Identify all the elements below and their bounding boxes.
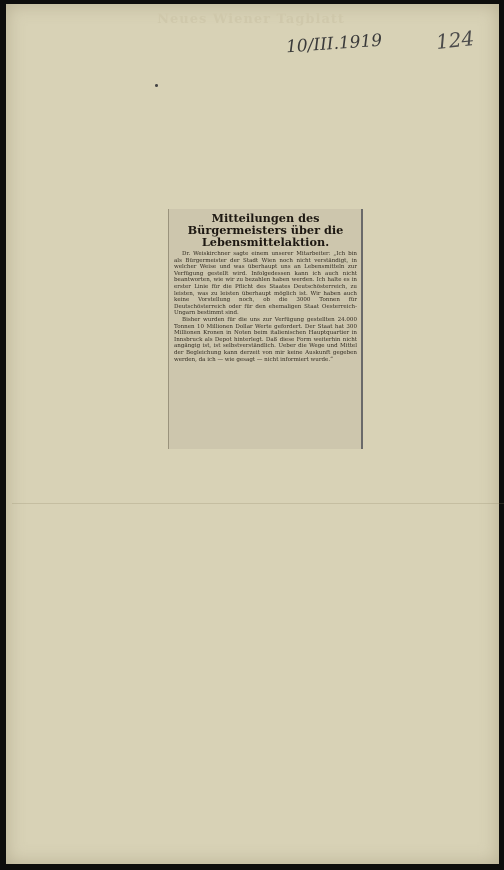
paper-fold-line bbox=[12, 503, 504, 504]
archive-sheet bbox=[6, 4, 499, 864]
faint-newspaper-header: Neues Wiener Tagblatt bbox=[157, 12, 345, 27]
handwritten-date: 10/III.1919 bbox=[285, 30, 383, 58]
clipping-paragraph: Bisher wurden für die uns zur Verfügung gestellten 24.000 Tonnen 10 Millionen Dollar Werte gefordert. Der Staat hat 300 Millionen Kronen in Noten beim italienischen Hauptquartier in Innsbruck als Depot hinterlegt. Daß diese Form weiterhin nicht angängig ist, ist selbstverständlich. Ueber die Wege und Mittel der Begleichung kann derzeit von mir keine Auskunft gegeben werden, da ich — wie gesagt — nicht informiert wurde.“ bbox=[174, 316, 357, 363]
clipping-paragraph: Dr. Weiskirchner sagte einem unserer Mitarbeiter: „Ich bin als Bürgermeister der Stadt Wien noch nicht verständigt, in welcher Weise und was überhaupt uns an Lebensmitteln zur Verfügung gestellt wird. Infolgedessen kann ich auch nicht beantworten, wie wir zu bezahlen haben werden. Ich halte es in erster Linie für die Pflicht des Staates Deutschösterreich, zu leisten, was zu leisten überhaupt möglich ist. Wir haben auch keine Vorstellung noch, ob die 3000 Tonnen für Deutschösterreich oder für den ehemaligen Staat Oesterreich-Ungarn bestimmt sind. bbox=[174, 251, 357, 317]
newspaper-clipping bbox=[168, 209, 363, 449]
ink-dot bbox=[155, 84, 158, 87]
clipping-title: Mitteilungen des Bürgermeisters über die Lebensmittelaktion. bbox=[187, 211, 344, 249]
handwritten-page-number: 124 bbox=[434, 26, 476, 54]
clipping-body bbox=[174, 251, 357, 363]
